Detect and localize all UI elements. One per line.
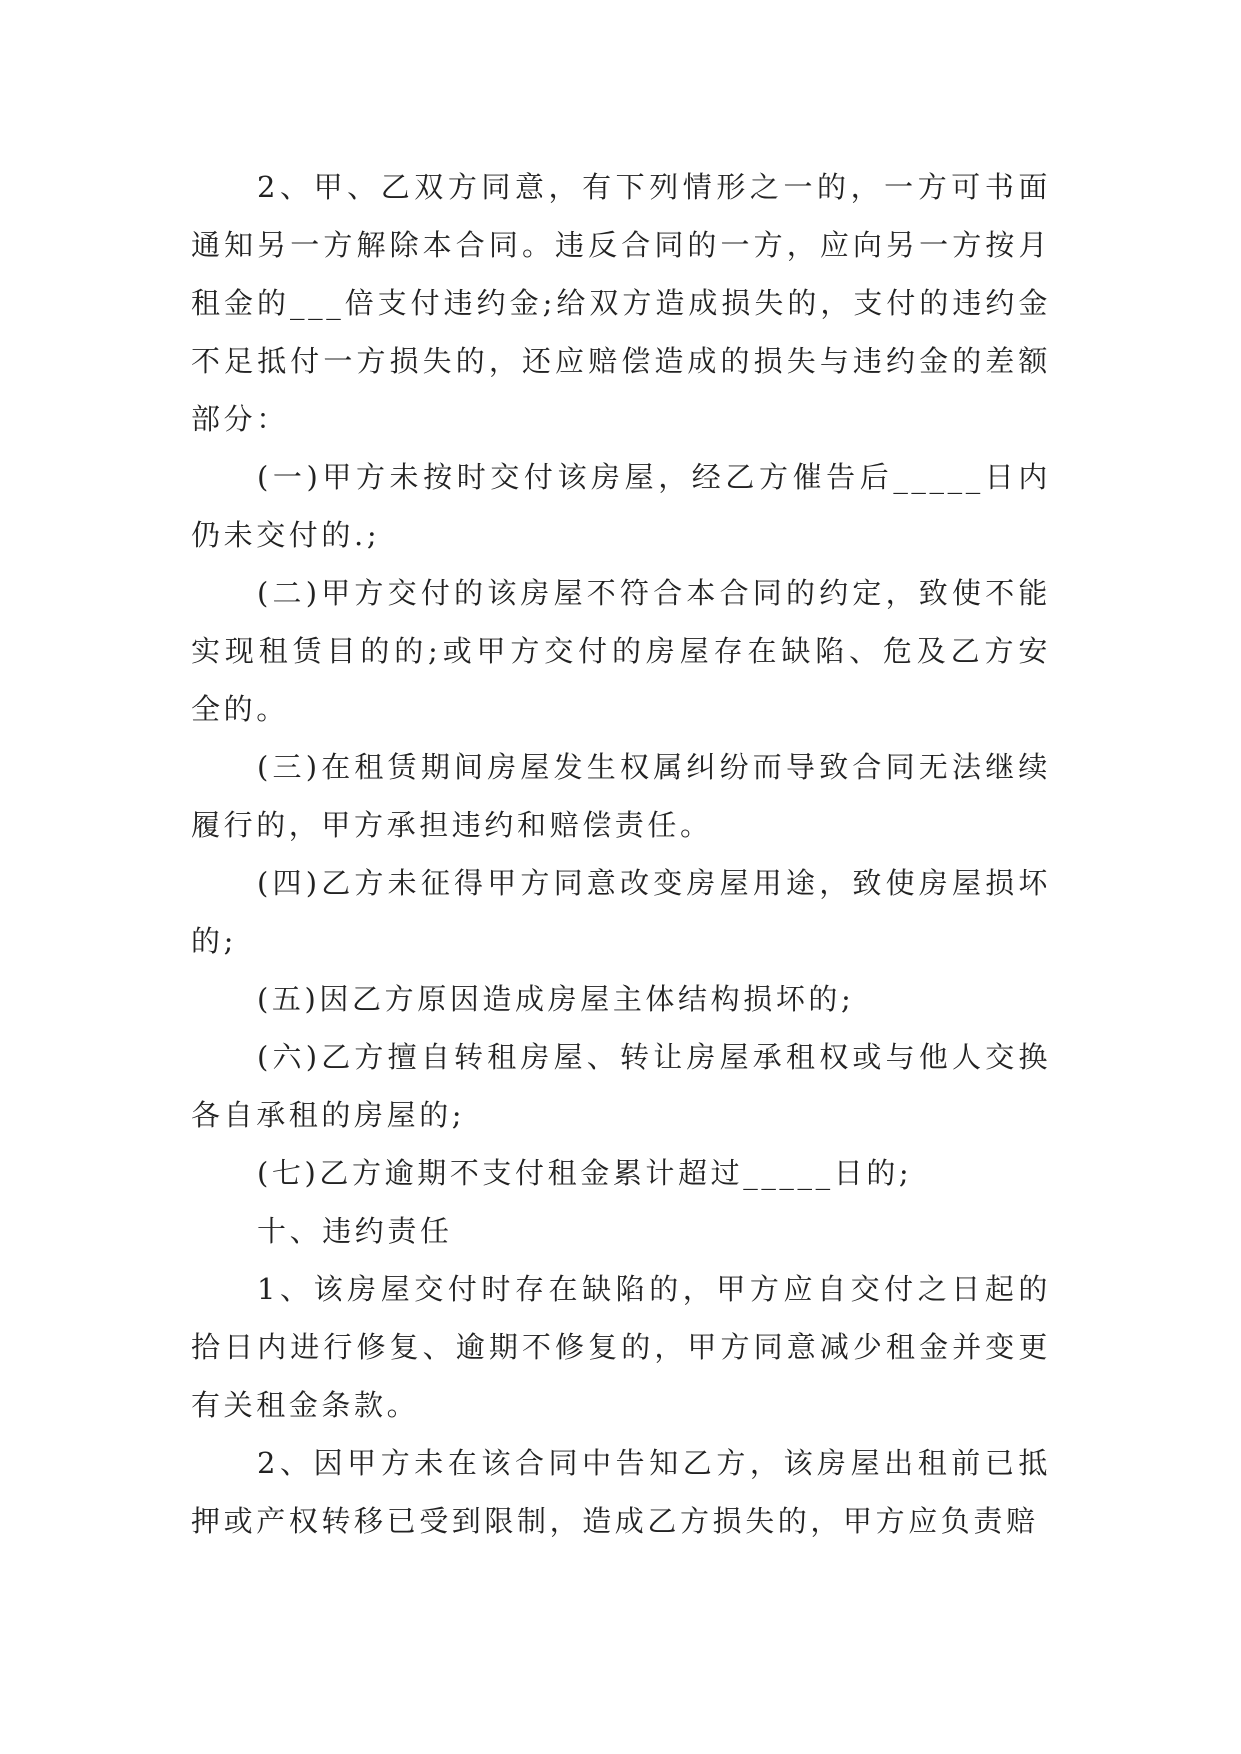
paragraph-clause-2: (二)甲方交付的该房屋不符合本合同的约定，致使不能实现租赁目的的;或甲方交付的房屋存在缺陷、危及乙方安全的。 bbox=[191, 576, 1051, 726]
paragraph-clause-7: (七)乙方逾期不支付租金累计超过_____日的; bbox=[257, 1156, 913, 1190]
paragraph-termination-conditions: 2、甲、乙双方同意，有下列情形之一的，一方可书面通知另一方解除本合同。违反合同的一方，应向另一方按月租金的___倍支付违约金;给双方造成损失的，支付的违约金不足抵付一方损失的，还应赔偿造成的损失与违约金的差额部分： bbox=[191, 170, 1051, 436]
paragraph-clause-6: (六)乙方擅自转租房屋、转让房屋承租权或与他人交换各自承租的房屋的; bbox=[191, 1040, 1051, 1132]
paragraph-liability-2: 2、因甲方未在该合同中告知乙方，该房屋出租前已抵押或产权转移已受到限制，造成乙方损失的，甲方应负责赔 bbox=[191, 1446, 1051, 1538]
document-body bbox=[191, 158, 1051, 1550]
paragraph-clause-3: (三)在租赁期间房屋发生权属纠纷而导致合同无法继续履行的，甲方承担违约和赔偿责任。 bbox=[191, 750, 1051, 842]
paragraph-liability-1: 1、该房屋交付时存在缺陷的，甲方应自交付之日起的拾日内进行修复、逾期不修复的，甲方同意减少租金并变更有关租金条款。 bbox=[191, 1272, 1051, 1422]
section-heading-liability: 十、违约责任 bbox=[257, 1214, 453, 1248]
paragraph-clause-4: (四)乙方未征得甲方同意改变房屋用途，致使房屋损坏的; bbox=[191, 866, 1051, 958]
paragraph-clause-5: (五)因乙方原因造成房屋主体结构损坏的; bbox=[257, 982, 855, 1016]
paragraph-clause-1: (一)甲方未按时交付该房屋，经乙方催告后_____日内仍未交付的.; bbox=[191, 460, 1051, 552]
